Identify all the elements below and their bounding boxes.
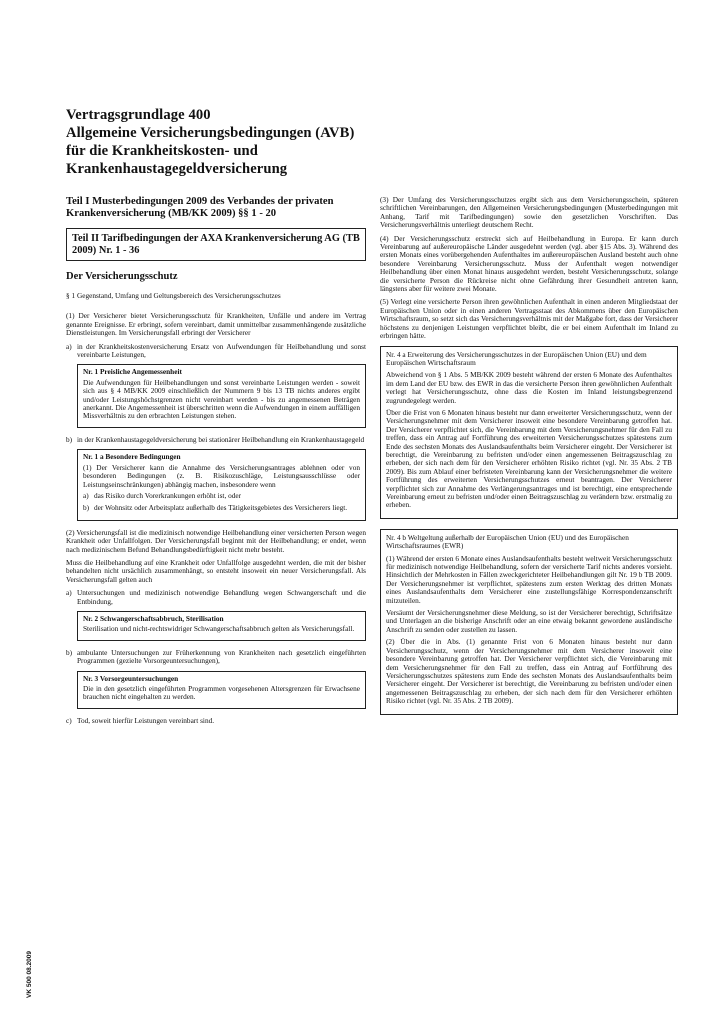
info-box-title: Nr. 1 a Besondere Bedingungen [83,452,181,462]
list-item: b) ambulante Untersuchungen zur Früherkennung von Krankheiten nach gesetzlich eingeführten Programmen (gezielte Vorsorgeuntersuchungen), [66,647,366,666]
info-box-text: Die Aufwendungen für Heilbehandlungen und sonst vereinbarte Leistungen werden - soweit sich aus § 4 MB/KK 2009 einschließlich der Nummern 9 bis 13 TB nichts anderes ergibt und/oder Leistungshöchstgrenzen nicht vereinbart werden - bis zu angemessenen Beträgen anerkannt. Die Angemessenheit ist überschritten wenn die Aufwendungen in einem auffälligen Missverhältnis zu den erbrachten Leistungen stehen. [83,377,360,421]
paragraph-3: (3) Der Umfang des Versicherungsschutzes ergibt sich aus dem Versicherungsschein, späteren schriftlichen Vereinbarungen, den Allgemeinen Versicherungsbedingungen (Musterbedingungen mit Anhang, Tarif mit Tarifbedingungen) sowie den gesetzlichen Vorschriften. Das Versicherungsverhältnis unterliegt deutschem Recht. [380,195,678,230]
info-box-text: (1) Der Versicherer kann die Annahme des Versicherungsantrages ablehnen oder von besonderen Bedingungen (z. B. Risikozuschläge, Leistungsausschlüsse oder Leistungseinschränkungen) abhängig machen, insbesondere wenn [83,462,360,489]
list-item: a) Untersuchungen und medizinisch notwendige Behandlung wegen Schwangerschaft und die Entbindung, [66,588,366,606]
info-box-text: Die in den gesetzlich eingeführten Programmen vorgesehenen Altersgrenzen für Erwachsene brauchen nicht eingehalten zu werden. [83,684,360,702]
info-box-text: (1) Während der ersten 6 Monate eines Auslandsaufenthalts besteht weltweit Versicherungsschutz für medizinisch notwendige Heilbehandlung, sofern der versicherte Tarif nichts anderes vorsieht. Hinsichtlich der Mehrkosten in Fällen zweckgerichteter Heilbehandlungen gilt Nr. 19 b TB 2009. Der Versicherungsnehmer ist verpflichtet, spätestens zum ersten Werktag des dritten Monats eines Auslandsaufenthalts dem Versicherer eine zustellungsfähige Korrespondenzanschrift mitzuteilen. [386,553,672,605]
info-box-nr4a [380,346,678,519]
paragraph-2-text: (2) Versicherungsfall ist die medizinisch notwendige Heilbehandlung einer versicherten Person wegen Krankheit oder Unfallfolgen. Der Versicherungsfall beginnt mit der Heilbehandlung; er endet, wenn nach medizinischem Befund Behandlungsbedürftigkeit nicht mehr besteht. [66,527,366,554]
info-box-text: Sterilisation und nicht-rechtswidriger Schwangerschaftsabbruch gelten als Versicherungsfall. [83,624,355,634]
form-code-text: VK 500 08.2009 [26,951,33,998]
list-item: a) in der Krankheitskostenversicherung Ersatz von Aufwendungen für Heilbehandlung und sonst vereinbarte Leistungen, [66,341,366,360]
list-item: c) Tod, soweit hierfür Leistungen vereinbart sind. [66,715,215,725]
paragraph-1-text: (1) Der Versicherer bietet Versicherungsschutz für Krankheiten, Unfälle und andere im Vertrag genannte Ereignisse. Er erbringt, sofern vereinbart, damit unmittelbar zusammenhängende zusätzliche Dienstleistungen. Im Versicherungsfall erbringt der Versicherer [66,311,366,338]
form-code [26,918,40,998]
info-box-text: (2) Über die in Abs. (1) genannte Frist von 6 Monaten hinaus besteht nur dann Versicherungsschutz, wenn der Versicherungsnehmer mit dem Versicherer insoweit eine besondere Vereinbarung getroffen hat. Der Versicherer verpflichtet sich, die Vereinbarung mit dem Versicherungsnehmer für den Fall zu treffen, dass ein Antrag auf Fortführung des Versicherungsschutzes spätestens zum Ende des sechsten Monats des Auslandsaufenthalts beim Versicherer eingeht. Der Versicherer ist berechtigt, die Vereinbarung zu befristen und/oder einen angemessenen Beitragszuschlag zu erheben, der sich nach dem für den Versicherer erhöhten Risiko richtet (vgl. Nr. 35 Abs. 2 TB 2009). [386,637,672,706]
right-column [380,196,678,725]
title-line-2: Allgemeine Versicherungsbedingungen (AVB) [66,125,355,141]
info-box-title: Nr. 4 b Weltgeltung außerhalb der Europäischen Union (EU) und des Europäischen Wirtschaftsraumes (EWR) [386,532,629,551]
info-box-nr4b [380,529,678,715]
info-box-text: Über die Frist von 6 Monaten hinaus besteht nur dann erweiterter Versicherungsschutz, wenn der Versicherungsnehmer mit dem Versicherer insoweit eine besondere Vereinbarung getroffen hat. Der Versicherer verpflichtet sich, die Vereinbarung mit dem Versicherungsnehmer für den Fall zu treffen, dass ein Antrag auf Fortführung des erweiterten Versicherungsschutzes spätestens zum Ende des sechsten Monats des Auslandsaufenthalts beim Versicherer eingeht. Der Versicherer ist berechtigt, die Vereinbarung zu befristen und/oder einen angemessenen Beitragszuschlag zu erheben, der sich nach dem für den Versicherer erhöhten Risiko richtet (vgl. Nr. 35 Abs. 2 TB 2009). Bis zum Ablauf einer befristeten Vereinbarung kann der Versicherungsnehmer die weitere Fortführung des erweiterten Versicherungsschutzes erneut beantragen. Der Versicherer verpflichtet sich zur Annahme des Verlängerungsantrages und ist berechtigt, eine entsprechende Vereinbarung erneut zu befristen und/oder einen Beitragszuschlag zu verändern bzw. erstmalig zu erheben. [386,407,672,510]
info-box-title: Nr. 2 Schwangerschaftsabbruch, Sterilisation [83,613,224,623]
info-box-nr1 [77,364,366,427]
part2-box [66,228,366,261]
title-line-4: Krankenhaustagegeldversicherung [66,161,288,177]
title-line-1: Vertragsgrundlage 400 [66,107,211,123]
paragraph-4: (4) Der Versicherungsschutz erstreckt sich auf Heilbehandlung in Europa. Er kann durch Vereinbarung auf außereuropäische Länder ausgedehnt werden (vgl. aber §15 Abs. 3). Während des ersten Monats eines vorübergehenden Aufenthaltes im außereuropäischen Ausland besteht auch ohne besondere Vereinbarung Versicherungsschutz. Muss der Aufenthalt wegen notwendiger Heilbehandlung über einen Monat hinaus ausgedehnt werden, besteht Versicherungsschutz, solange die versicherte Person die Rückreise nicht ohne Gefährdung ihrer Gesundheit antreten kann, längstens aber für weitere zwei Monate. [380,233,678,294]
section-title: Der Versicherungsschutz [66,271,178,282]
part1-heading: Teil I Musterbedingungen 2009 des Verbandes der privaten Krankenversicherung (MB/KK 2009) §§ 1 - 20 [66,196,334,219]
document-title [66,106,666,178]
paragraph-5: (5) Verlegt eine versicherte Person ihren gewöhnlichen Aufenthalt in einen anderen Mitgliedstaat der Europäischen Union oder in einen anderen Vertragsstaat des Abkommens über den Europäischen Wirtschaftsraum, so setzt sich das Versicherungsverhältnis mit der Maßgabe fort, dass der Versicherer höchstens zu denjenigen Leistungen verpflichtet bleibt, die er bei einem Aufenthalt im Inland zu erbringen hätte. [380,297,678,341]
info-box-text: Abweichend von § 1 Abs. 5 MB/KK 2009 besteht während der ersten 6 Monate des Aufenthaltes im dem Land der EU bzw. des EWR in das die versicherte Person ihren gewöhnlichen Aufenthalt verlegt hat Versicherungsschutz, ohne dass die Kosten im Inland leistungsbegrenzend zugrundegelegt werden. [386,370,672,405]
left-column [66,196,366,729]
info-box-nr3 [77,671,366,709]
list-item: a) das Risiko durch Vorerkrankungen erhöht ist, oder [83,490,242,500]
info-box-title: Nr. 3 Vorsorgeuntersuchungen [83,673,179,683]
list-item: b) der Wohnsitz oder Arbeitsplatz außerhalb des Tätigkeitsgebietes des Versicherers liegt. [83,503,348,513]
part2-heading: Teil II Tarifbedingungen der AXA Krankenversicherung AG (TB 2009) Nr. 1 - 36 [72,233,360,256]
info-box-nr1a [77,449,366,520]
paragraph-3-text: Muss die Heilbehandlung auf eine Krankheit oder Unfallfolge ausgedehnt werden, die mit der bisher behandelten nicht ursächlich zusammenhängt, so entsteht insoweit ein neuer Versicherungsfall. Als Versicherungsfall gelten auch [66,557,366,584]
paragraph-1-title: § 1 Gegenstand, Umfang und Geltungsbereich des Versicherungsschutzes [66,291,281,300]
info-box-nr2 [77,611,366,641]
info-box-text: Versäumt der Versicherungsnehmer diese Meldung, so ist der Versicherer berechtigt, Schriftsätze und Unterlagen an die bisherige Anschrift oder an eine etwaig bekannt gewordene ausländische Anschrift zu senden oder zustellen zu lassen. [386,608,672,634]
info-box-title: Nr. 4 a Erweiterung des Versicherungsschutzes in der Europäischen Union (EU) und dem Europäischen Wirtschaftsraum [386,349,647,367]
list-item: b) in der Krankenhaustagegeldversicherung bei stationärer Heilbehandlung ein Krankenhaustagegeld [66,434,365,444]
title-line-3: für die Krankheitskosten- und [66,143,258,159]
info-box-title: Nr. 1 Preisliche Angemessenheit [83,367,182,377]
